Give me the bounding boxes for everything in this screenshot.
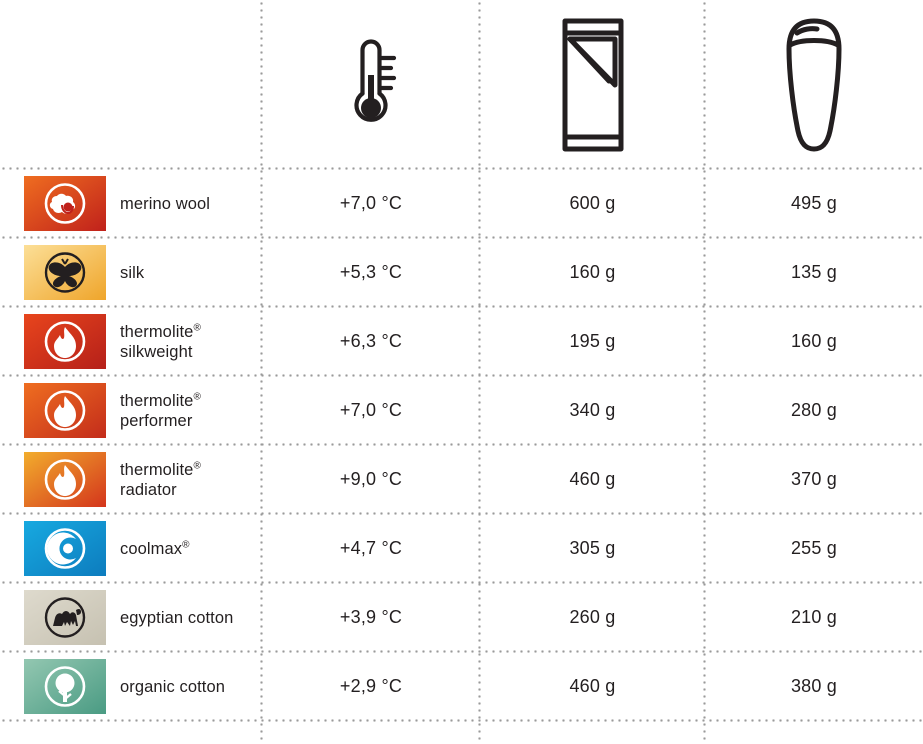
material-label-line1: egyptian cotton	[120, 608, 234, 627]
mummy-weight-value: 280 g	[790, 400, 838, 420]
flame-icon	[24, 383, 106, 438]
temperature-value: +9,0 °C	[339, 469, 403, 489]
material-label-line1: merino wool	[120, 194, 211, 213]
material-label-line1: thermolite	[120, 322, 194, 341]
mummy-sleeping-bag-icon	[781, 15, 847, 155]
rectangular-weight-value: 600 g	[569, 193, 616, 213]
rectangular-sleeping-bag-icon	[557, 15, 629, 155]
table-row	[0, 583, 262, 652]
mummy-weight-value: 370 g	[790, 469, 838, 489]
rectangular-weight-value: 460 g	[569, 469, 616, 489]
temperature-value: +2,9 °C	[339, 676, 403, 696]
mummy-weight-value: 160 g	[790, 331, 838, 351]
temperature-value: +3,9 °C	[339, 607, 403, 627]
table-row	[0, 376, 262, 445]
material-name	[120, 539, 190, 559]
tree-icon	[24, 659, 106, 714]
header-mummy-liner-column	[705, 0, 923, 169]
material-name	[120, 322, 201, 362]
table-bottom-spacer	[480, 721, 705, 735]
material-label-line2: performer	[120, 411, 193, 430]
material-name	[120, 460, 201, 500]
rectangular-weight-value: 160 g	[569, 262, 616, 282]
camel-icon	[24, 590, 106, 645]
registered-mark: ®	[193, 322, 201, 333]
sheep-icon	[24, 176, 106, 231]
material-label-line1: thermolite	[120, 391, 194, 410]
mummy-weight-value: 210 g	[790, 607, 838, 627]
material-label-line2: radiator	[120, 480, 177, 499]
table-header-blank	[0, 0, 262, 169]
temperature-value: +7,0 °C	[339, 193, 403, 213]
table-bottom-spacer	[0, 721, 262, 735]
material-label-line1: coolmax	[120, 539, 183, 558]
mummy-weight-value: 380 g	[790, 676, 838, 696]
material-label-line1: thermolite	[120, 460, 194, 479]
table-bottom-spacer	[705, 721, 923, 735]
table-row	[0, 514, 262, 583]
registered-mark: ®	[193, 460, 201, 471]
temperature-value: +5,3 °C	[339, 262, 403, 282]
flame-icon	[24, 452, 106, 507]
rectangular-weight-value: 305 g	[569, 538, 616, 558]
registered-mark: ®	[193, 391, 201, 402]
table-row	[0, 238, 262, 307]
mummy-weight-value: 135 g	[790, 262, 838, 282]
temperature-value: +4,7 °C	[339, 538, 403, 558]
mummy-weight-value: 255 g	[790, 538, 838, 558]
material-name	[120, 263, 144, 283]
temperature-value: +7,0 °C	[339, 400, 403, 420]
material-name	[120, 608, 233, 628]
table-row	[0, 169, 262, 238]
table-row	[0, 307, 262, 376]
coolmax-c-icon	[24, 521, 106, 576]
table-row	[0, 652, 262, 721]
material-label-line1: silk	[120, 263, 145, 282]
rectangular-weight-value: 260 g	[569, 607, 616, 627]
material-name	[120, 677, 225, 697]
rectangular-weight-value: 340 g	[569, 400, 616, 420]
rectangular-weight-value: 460 g	[569, 676, 616, 696]
material-name	[120, 194, 210, 214]
material-name	[120, 391, 201, 431]
flame-icon	[24, 314, 106, 369]
rectangular-weight-value: 195 g	[569, 331, 616, 351]
table-bottom-spacer	[262, 721, 480, 735]
mummy-weight-value: 495 g	[790, 193, 838, 213]
material-label-line1: organic cotton	[120, 677, 226, 696]
registered-mark: ®	[182, 539, 190, 550]
header-rectangular-liner-column	[480, 0, 705, 169]
material-label-line2: silkweight	[120, 342, 193, 361]
temperature-value: +6,3 °C	[339, 331, 403, 351]
header-thermometer-column	[262, 0, 480, 169]
table-row	[0, 445, 262, 514]
thermometer-icon	[339, 30, 403, 140]
silkworm-moth-icon	[24, 245, 106, 300]
